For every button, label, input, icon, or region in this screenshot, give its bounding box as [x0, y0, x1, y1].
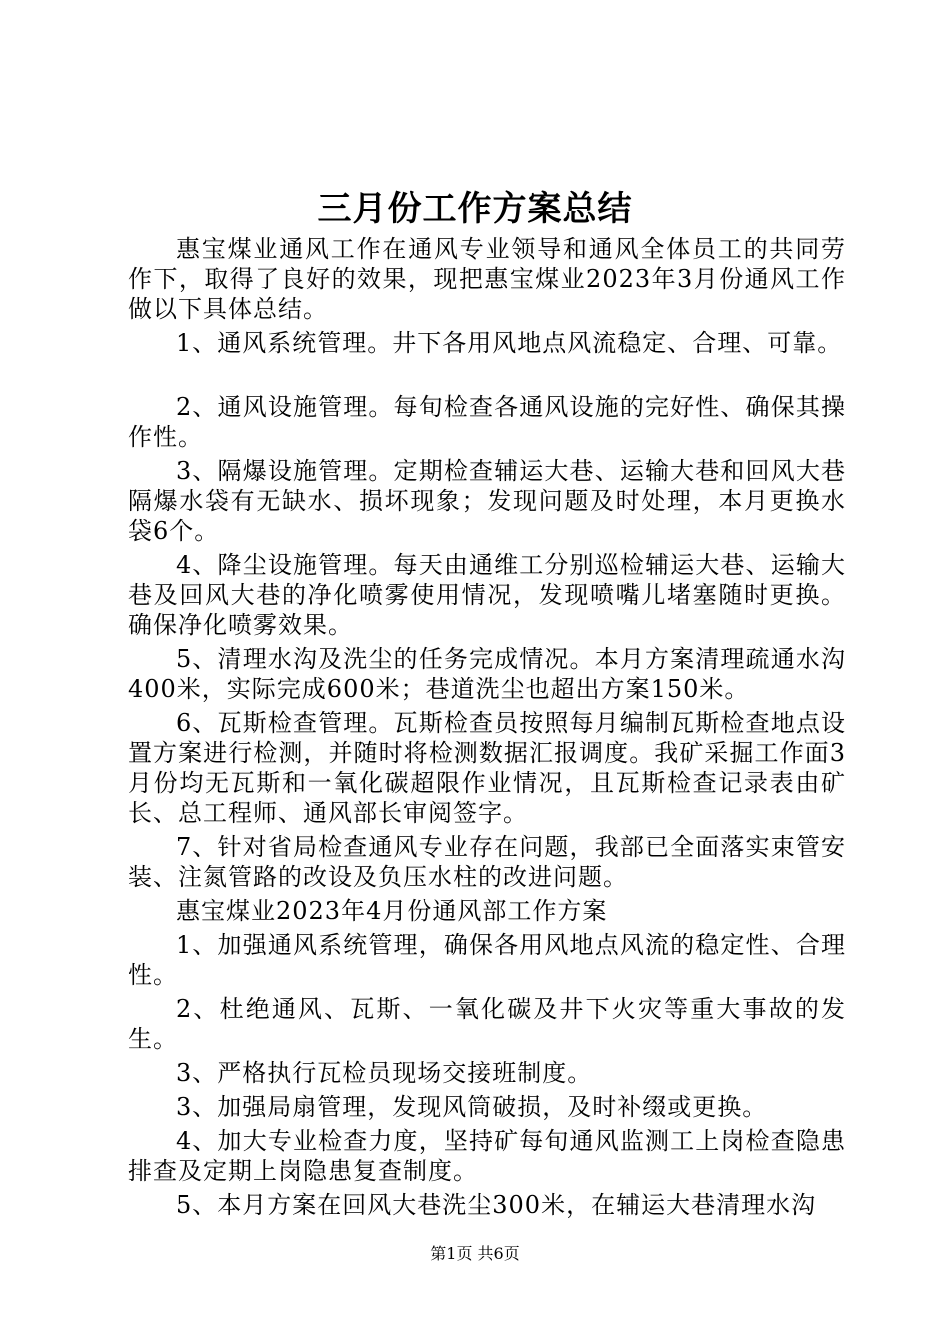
page-number-footer: 第1页 共6页	[430, 1244, 520, 1263]
document-body	[128, 234, 846, 1224]
plan-item: 3、加强局扇管理，发现风筒破损，及时补缀或更换。	[176, 1093, 768, 1121]
paragraph-explosion-isolation: 3、隔爆设施管理。定期检查辅运大巷、运输大巷和回风大巷隔爆水袋有无缺水、损坏现象；发现问题及时处理，本月更换水袋6个。	[128, 457, 846, 545]
paragraph-ditch-cleaning: 5、清理水沟及洗尘的任务完成情况。本月方案清理疏通水沟400米，实际完成600米；巷道洗尘也超出方案150米。	[128, 645, 846, 703]
intro-paragraph: 惠宝煤业通风工作在通风专业领导和通风全体员工的共同劳作下，取得了良好的效果，现把惠宝煤业2023年3月份通风工作做以下具体总结。	[128, 235, 846, 323]
plan-item: 2、杜绝通风、瓦斯、一氧化碳及井下火灾等重大事故的发生。	[128, 995, 846, 1053]
paragraph-provincial-inspection: 7、针对省局检查通风专业存在问题，我部已全面落实束管安装、注氮管路的改设及负压水柱的改进问题。	[128, 833, 846, 891]
paragraph-gas-inspection: 6、瓦斯检查管理。瓦斯检查员按照每月编制瓦斯检查地点设置方案进行检测，并随时将检测数据汇报调度。我矿采掘工作面3月份均无瓦斯和一氧化碳超限作业情况，且瓦斯检查记录表由矿长、总工程师、通风部长审阅签字。	[128, 709, 846, 827]
document-title: 三月份工作方案总结	[317, 189, 633, 229]
plan-item: 1、加强通风系统管理，确保各用风地点风流的稳定性、合理性。	[128, 931, 846, 989]
paragraph-dust-control: 4、降尘设施管理。每天由通维工分别巡检辅运大巷、运输大巷及回风大巷的净化喷雾使用情况，发现喷嘴儿堵塞随时更换。确保净化喷雾效果。	[128, 551, 846, 639]
paragraph-ventilation-system: 1、通风系统管理。井下各用风地点风流稳定、合理、可靠。	[176, 329, 843, 357]
plan-item: 3、严格执行瓦检员现场交接班制度。	[176, 1059, 593, 1087]
plan-item: 5、本月方案在回风大巷洗尘300米，在辅运大巷清理水沟	[176, 1191, 817, 1219]
april-plan-heading: 惠宝煤业2023年4月份通风部工作方案	[176, 897, 608, 925]
plan-item: 4、加大专业检查力度，坚持矿每旬通风监测工上岗检查隐患排查及定期上岗隐患复查制度。	[128, 1127, 846, 1185]
paragraph-ventilation-facilities: 2、通风设施管理。每旬检查各通风设施的完好性、确保其操作性。	[128, 393, 846, 451]
